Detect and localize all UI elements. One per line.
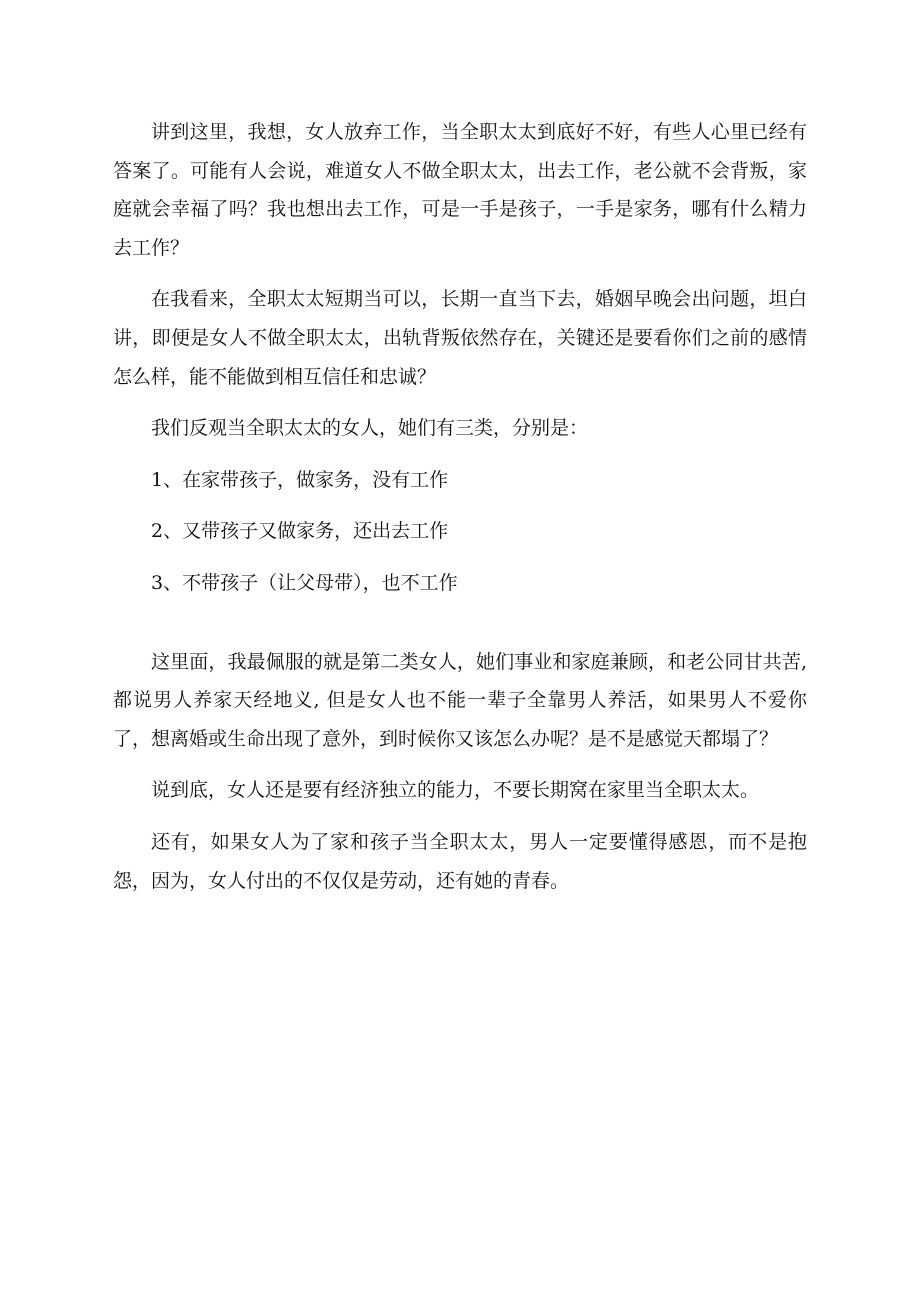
- paragraph-list-intro: 我们反观当全职太太的女人，她们有三类，分别是：: [151, 417, 589, 440]
- paragraph-intro: 讲到这里，我想，女人放弃工作，当全职太太到底好不好，有些人心里已经有答案了。可能有人会说，难道女人不做全职太太，出去工作，老公就不会背叛，家庭就会幸福了吗？我也想出去工作，可是一手是孩子，一手是家务，哪有什么精力去工作？: [113, 121, 807, 259]
- category-list: [113, 461, 807, 603]
- list-item: 1、在家带孩子，做家务，没有工作: [151, 468, 449, 491]
- list-item: 2、又带孩子又做家务，还出去工作: [151, 520, 449, 543]
- list-item: 3、不带孩子（让父母带），也不工作: [151, 571, 458, 594]
- spacer: [113, 616, 807, 643]
- paragraph-admiration: 这里面，我最佩服的就是第二类女人，她们事业和家庭兼顾，和老公同甘共苦, 都说男人养家天经地义, 但是女人也不能一辈子全靠男人养活，如果男人不爱你了，想离婚或生命出现了意外，到时候你又该怎么办呢？是不是感觉天都塌了？: [113, 650, 807, 750]
- document-body: [113, 113, 807, 913]
- paragraph-opinion: 在我看来，全职太太短期当可以，长期一直当下去，婚姻早晚会出问题，坦白讲，即便是女人不做全职太太，出轨背叛依然存在，关键还是要看你们之前的感情怎么样，能不能做到相互信任和忠诚？: [113, 288, 807, 388]
- paragraph-conclusion: 说到底，女人还是要有经济独立的能力，不要长期窝在家里当全职太太。: [151, 779, 760, 802]
- paragraph-closing: 还有，如果女人为了家和孩子当全职太太，男人一定要懂得感恩，而不是抱怨，因为，女人付出的不仅仅是劳动，还有她的青春。: [113, 830, 807, 892]
